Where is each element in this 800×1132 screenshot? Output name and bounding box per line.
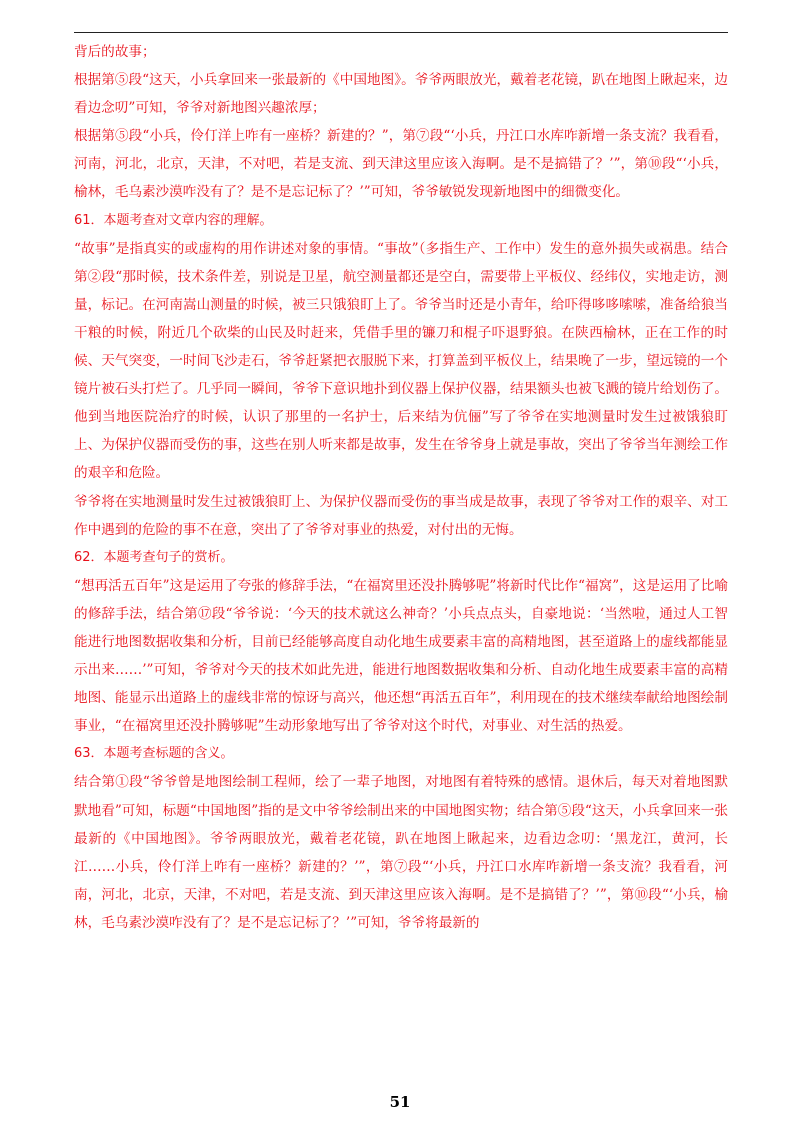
- paragraph-continuation: 背后的故事；: [74, 44, 156, 60]
- question-61-analysis: “故事”是指真实的或虚构的用作讲述对象的事情。“事故”（多指生产、工作中）发生的意外损失或祸患。结合第②段“那时候，技术条件差，别说是卫星，航空测量都还是空白，需要带上平板仪、经纬仪，实地走访，测量，标记。在河南嵩山测量的时候，被三只饿狼盯上了。爷爷当时还是小青年，给吓得哆哆嗦嗦，准备给狼当干粮的时候，附近几个砍柴的山民及时赶来，凭借手里的镰刀和棍子吓退野狼。在陕西榆林，正在工作的时候、天气突变，一时间飞沙走石，爷爷赶紧把衣服脱下来，打算盖到平板仪上，结果晚了一步，望远镜的一个镜片被石头打烂了。几乎同一瞬间，爷爷下意识地扑到仪器上保护仪器，结果额头也被飞溅的镜片给划伤了。他到当地医院治疗的时候，认识了那里的一名护士，后来结为伉俪”写了爷爷在实地测量时发生过被饿狼盯上、为保护仪器而受伤的事，这些在别人听来都是故事，发生在爷爷身上就是事故，突出了爷爷当年测绘工作的艰辛和危险。: [74, 240, 728, 482]
- paragraph-map-changes: 根据第⑤段“小兵，伶仃洋上咋有一座桥？新建的？”，第⑦段“‘小兵，丹江口水库咋新增一条支流？我看看，河南，河北，北京，天津，不对吧，若是支流、到天津这里应该入海啊。是不是搞错了？’”，第⑩段“‘小兵，榆林，毛乌素沙漠咋没有了？是不是忘记标了？’”可知，爷爷敏锐发现新地图中的细微变化。: [74, 128, 728, 201]
- question-61-heading: 61．本题考查对文章内容的理解。: [74, 212, 273, 228]
- question-63-heading: 63．本题考查标题的含义。: [74, 746, 234, 762]
- question-62-heading: 62．本题考查句子的赏析。: [74, 549, 234, 565]
- question-62-analysis: “想再活五百年”这是运用了夸张的修辞手法，“在福窝里还没扑腾够呢”将新时代比作“福窝”，这是运用了比喻的修辞手法，结合第⑰段“爷爷说：‘今天的技术就这么神奇？’小兵点点头，自豪地说：‘当然啦，通过人工智能进行地图数据收集和分析，目前已经能够高度自动化地生成要素丰富的高精地图，甚至道路上的虚线都能显示出来……’”可知，爷爷对今天的技术如此先进，能进行地图数据收集和分析、自动化地生成要素丰富的高精地图、能显示出道路上的虚线非常的惊讶与高兴，他还想“再活五百年”，利用现在的技术继续奉献给地图绘制事业，“在福窝里还没扑腾够呢”生动形象地写出了爷爷对这个时代，对事业、对生活的热爱。: [74, 577, 728, 735]
- header-rule: [74, 32, 728, 33]
- answer-explanation-body: [74, 38, 728, 937]
- page-number: 51: [389, 1093, 411, 1111]
- question-61-conclusion: 爷爷将在实地测量时发生过被饿狼盯上、为保护仪器而受伤的事当成是故事，表现了爷爷对工作的艰辛、对工作中遇到的危险的事不在意，突出了了爷爷对事业的热爱，对付出的无悔。: [74, 493, 728, 538]
- question-63-analysis: 结合第①段“爷爷曾是地图绘制工程师，绘了一辈子地图，对地图有着特殊的感情。退休后，每天对着地图默默地看”可知，标题“中国地图”指的是文中爷爷绘制出来的中国地图实物；结合第⑤段“这天，小兵拿回来一张最新的《中国地图》。爷爷两眼放光，戴着老花镜，趴在地图上瞅起来，边看边念叨：‘黑龙江，黄河，长江……小兵，伶仃洋上咋有一座桥？新建的？’”，第⑦段“‘小兵，丹江口水库咋新增一条支流？我看看，河南，河北，北京，天津，不对吧，若是支流、到天津这里应该入海啊。是不是搞错了？’”，第⑩段“‘小兵，榆林，毛乌素沙漠咋没有了？是不是忘记标了？’”可知，爷爷将最新的: [74, 774, 728, 931]
- paragraph-new-map-interest: 根据第⑤段“这天，小兵拿回来一张最新的《中国地图》。爷爷两眼放光，戴着老花镜，趴在地图上瞅起来，边看边念叨”可知，爷爷对新地图兴趣浓厚；: [74, 72, 728, 117]
